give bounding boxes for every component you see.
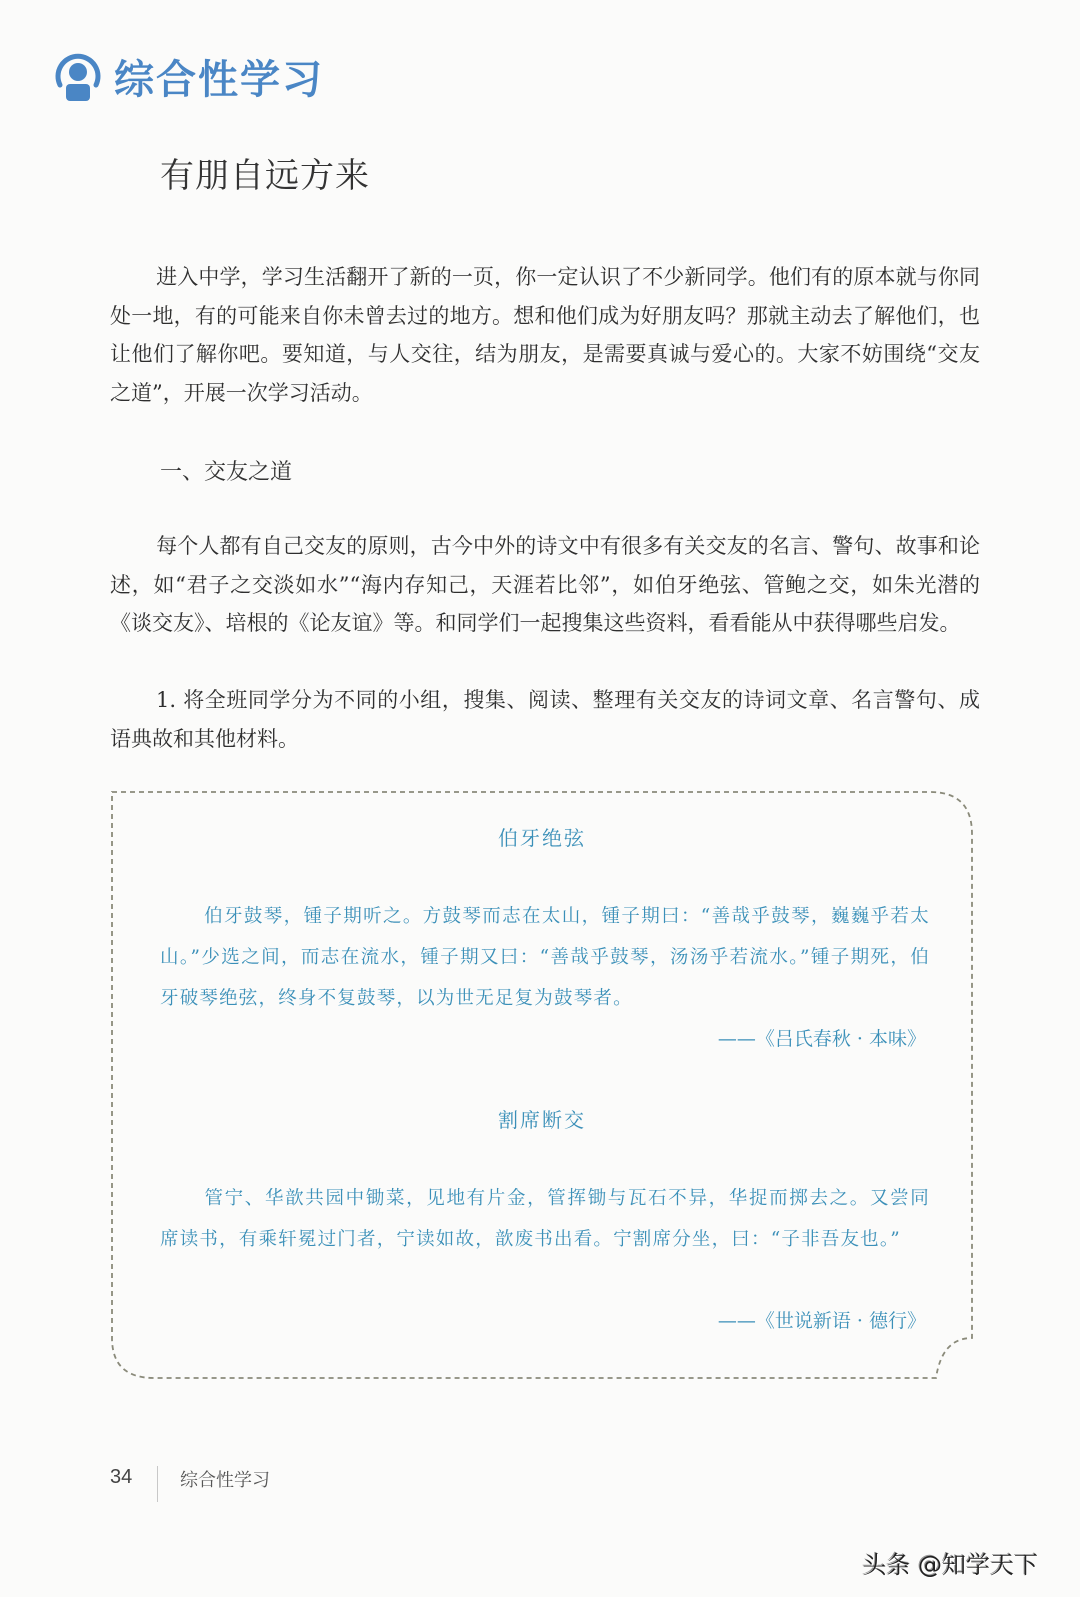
story-text [160,896,930,1019]
footer-section-label: 综合性学习 [180,1470,270,1491]
section-heading: 一、交友之道 [160,460,293,485]
person-in-circle-icon [52,51,104,103]
task-item-1 [110,681,980,758]
story-source: ——《吕氏春秋 · 本味》 [717,1028,926,1050]
section-title: 综合性学习 [114,57,324,103]
lesson-title: 有朋自远方来 [160,156,370,196]
section-text: 每个人都有自己交友的原则，古今中外的诗文中有很多有关交友的名言、警句、故事和论述，如“君子之交淡如水”“海内存知己，天涯若比邻”，如伯牙绝弦、管鲍之交，如朱光潜的《谈交友》、培根的《论友谊》等。和同学们一起搜集这些资料，看看能从中获得哪些启发。 [110,534,980,635]
section-header [52,48,324,105]
story-body: 管宁、华歆共园中锄菜，见地有片金，管挥锄与瓦石不异，华捉而掷去之。又尝同席读书，有乘轩冕过门者，宁读如故，歆废书出看。宁割席分坐，曰：“子非吾友也。” [160,1188,930,1250]
task-text: 1. 将全班同学分为不同的小组，搜集、阅读、整理有关交友的诗词文章、名言警句、成语典故和其他材料。 [110,688,980,751]
story-source: ——《世说新语 · 德行》 [717,1310,926,1332]
story-title: 割席断交 [498,1108,586,1132]
intro-text: 进入中学，学习生活翻开了新的一页，你一定认识了不少新同学。他们有的原本就与你同处一地，有的可能来自你未曾去过的地方。想和他们成为好朋友吗？那就主动去了解他们，也让他们了解你吧。要知道，与人交往，结为朋友，是需要真诚与爱心的。大家不妨围绕“交友之道”，开展一次学习活动。 [110,265,980,405]
footer-divider [157,1466,158,1502]
quote-box [110,790,974,1378]
story-title: 伯牙绝弦 [498,826,586,850]
story-text [160,1178,930,1260]
dashed-border [110,790,974,1382]
story-body: 伯牙鼓琴，锺子期听之。方鼓琴而志在太山，锺子期曰：“善哉乎鼓琴，巍巍乎若太山。”少选之间，而志在流水，锺子期又曰：“善哉乎鼓琴，汤汤乎若流水。”锺子期死，伯牙破琴绝弦，终身不复鼓琴，以为世无足复为鼓琴者。 [160,906,930,1009]
watermark: 头条 @知学天下 [862,1551,1038,1579]
page-number: 34 [110,1466,133,1488]
intro-paragraph [110,258,980,412]
section-paragraph [110,527,980,643]
